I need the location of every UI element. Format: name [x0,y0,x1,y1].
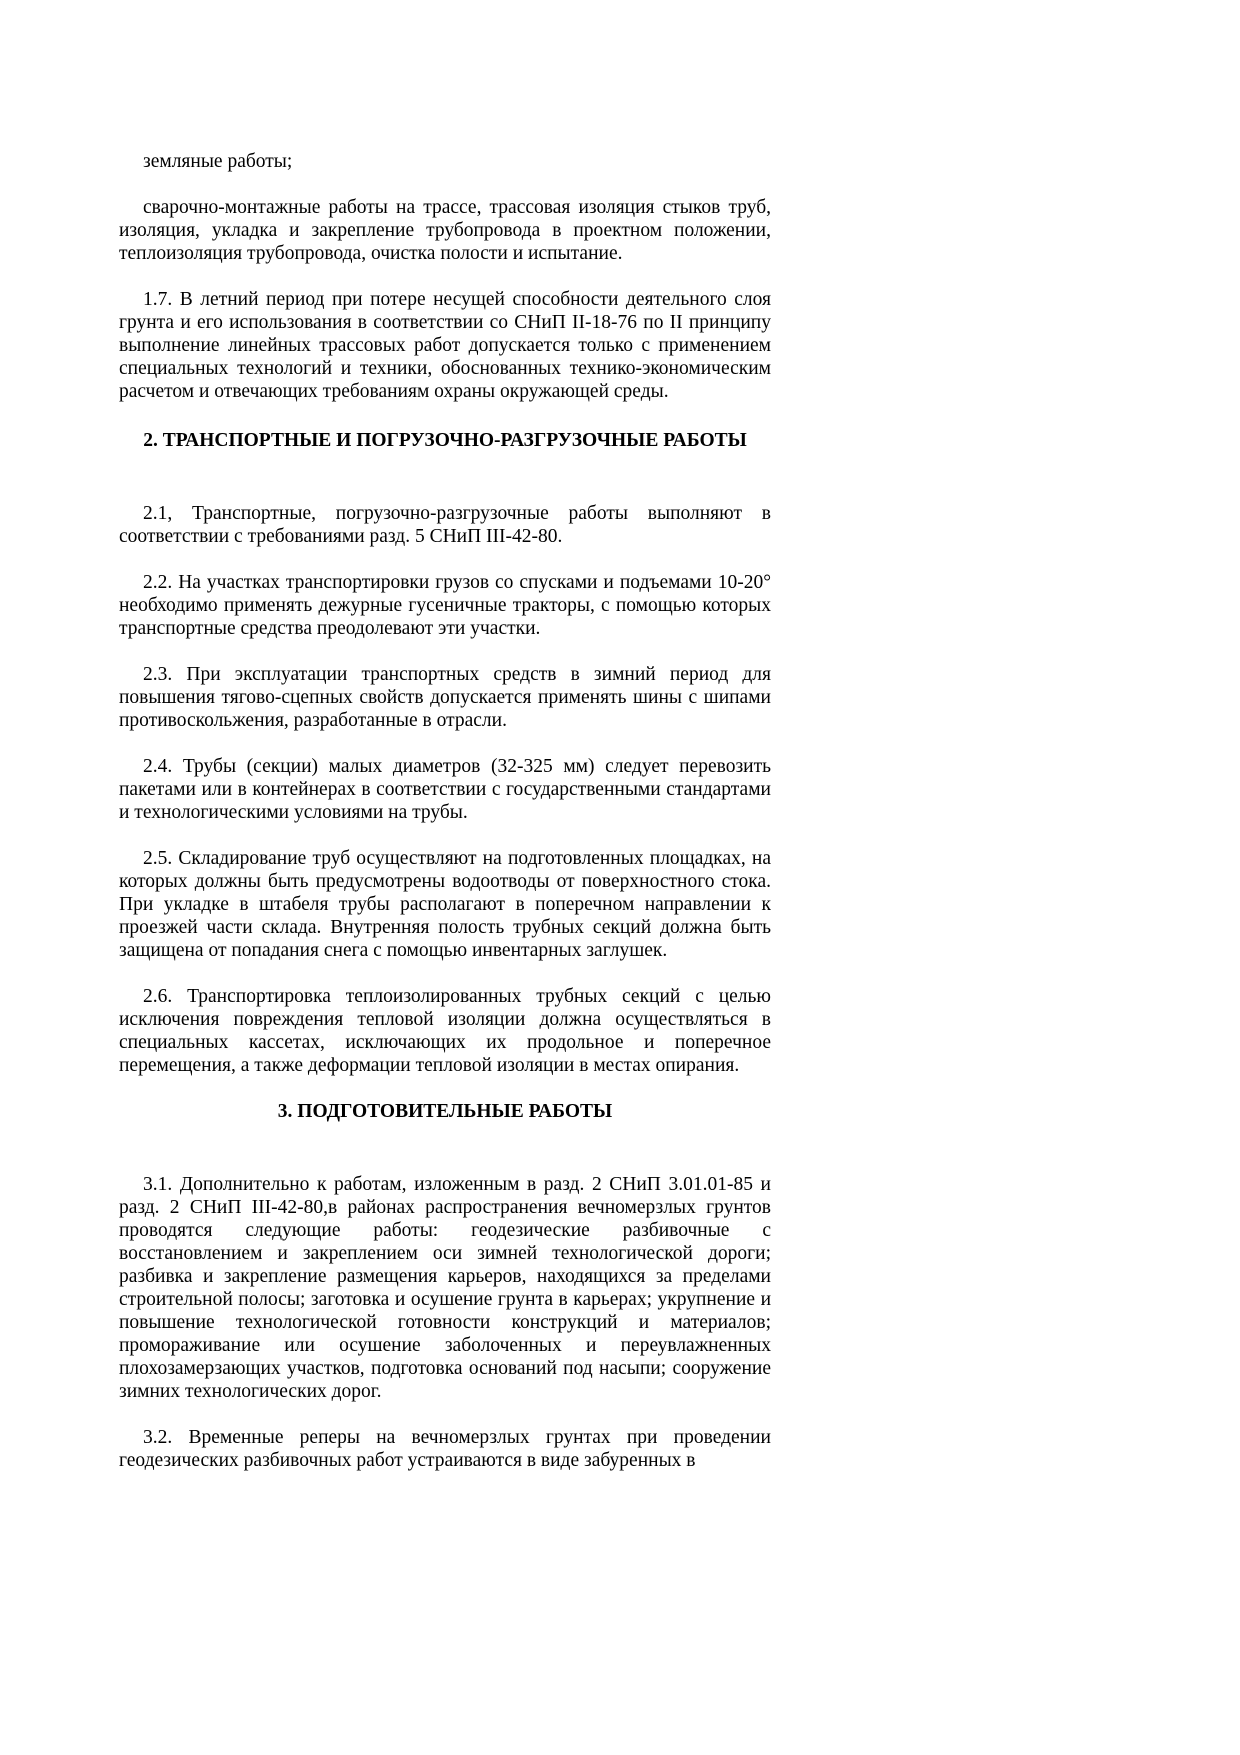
paragraph-2-4: 2.4. Трубы (секции) малых диаметров (32-325 мм) следует перевозить пакетами или в контейнерах в соответствии с государственными стандартами и технологическими условиями на трубы. [119,756,771,823]
paragraph-2-3: 2.3. При эксплуатации транспортных средств в зимний период для повышения тягово-сцепных свойств допускается применять шины с шипами противоскольжения, разработанные в отрасли. [119,664,771,731]
paragraph-2-6: 2.6. Транспортировка теплоизолированных трубных секций с целью исключения повреждения тепловой изоляции должна осуществляться в специальных кассетах, исключающих их продольное и поперечное перемещения, а также деформации тепловой изоляции в местах опирания. [119,986,771,1076]
paragraph-3-2: 3.2. Временные реперы на вечномерзлых грунтах при проведении геодезических разбивочных работ устраиваются в виде забуренных в [119,1427,771,1471]
paragraph-2-5: 2.5. Складирование труб осуществляют на подготовленных площадках, на которых должны быть предусмотрены водоотводы от поверхностного стока. При укладке в штабеля трубы располагают в поперечном направлении к проезжей части склада. Внутренняя полость трубных секций должна быть защищена от попадания снега с помощью инвентарных заглушек. [119,848,771,961]
section-2-title: 2. ТРАНСПОРТНЫЕ И ПОГРУЗОЧНО-РАЗГРУЗОЧНЫЕ РАБОТЫ [143,430,747,451]
paragraph-welding-works: сварочно-монтажные работы на трассе, трассовая изоляция стыков труб, изоляция, укладка и закрепление трубопровода в проектном положении, теплоизоляция трубопровода, очистка полости и испытание. [119,197,771,264]
paragraph-2-1: 2.1, Транспортные, погрузочно-разгрузочные работы выполняют в соответствии с требованиями разд. 5 СНиП III-42-80. [119,503,771,547]
section-3-title: 3. ПОДГОТОВИТЕЛЬНЫЕ РАБОТЫ [277,1101,613,1122]
paragraph-1-7: 1.7. В летний период при потере несущей способности деятельного слоя грунта и его использования в соответствии со СНиП II-18-76 по II принципу выполнение линейных трассовых работ допускается только с применением специальных технологий и техники, обоснованных технико-экономическим расчетом и отвечающих требованиям охраны окружающей среды. [119,289,771,402]
paragraph-earthworks: земляные работы; [143,151,293,172]
paragraph-2-2: 2.2. На участках транспортировки грузов со спусками и подъемами 10-20° необходимо применять дежурные гусеничные тракторы, с помощью которых транспортные средства преодолевают эти участки. [119,572,771,639]
document-body [119,150,771,1495]
paragraph-3-1: 3.1. Дополнительно к работам, изложенным в разд. 2 СНиП 3.01.01-85 и разд. 2 СНиП III-42-80,в районах распространения вечномерзлых грунтов проводятся следующие работы: геодезические разбивочные с восстановлением и закреплением оси зимней технологической дороги; разбивка и закрепление размещения карьеров, находящихся за пределами строительной полосы; заготовка и осушение грунта в карьерах; укрупнение и повышение технологической готовности конструкций и материалов; промораживание или осушение заболоченных и переувлажненных плохозамерзающих участков, подготовка оснований под насыпи; сооружение зимних технологических дорог. [119,1174,771,1402]
